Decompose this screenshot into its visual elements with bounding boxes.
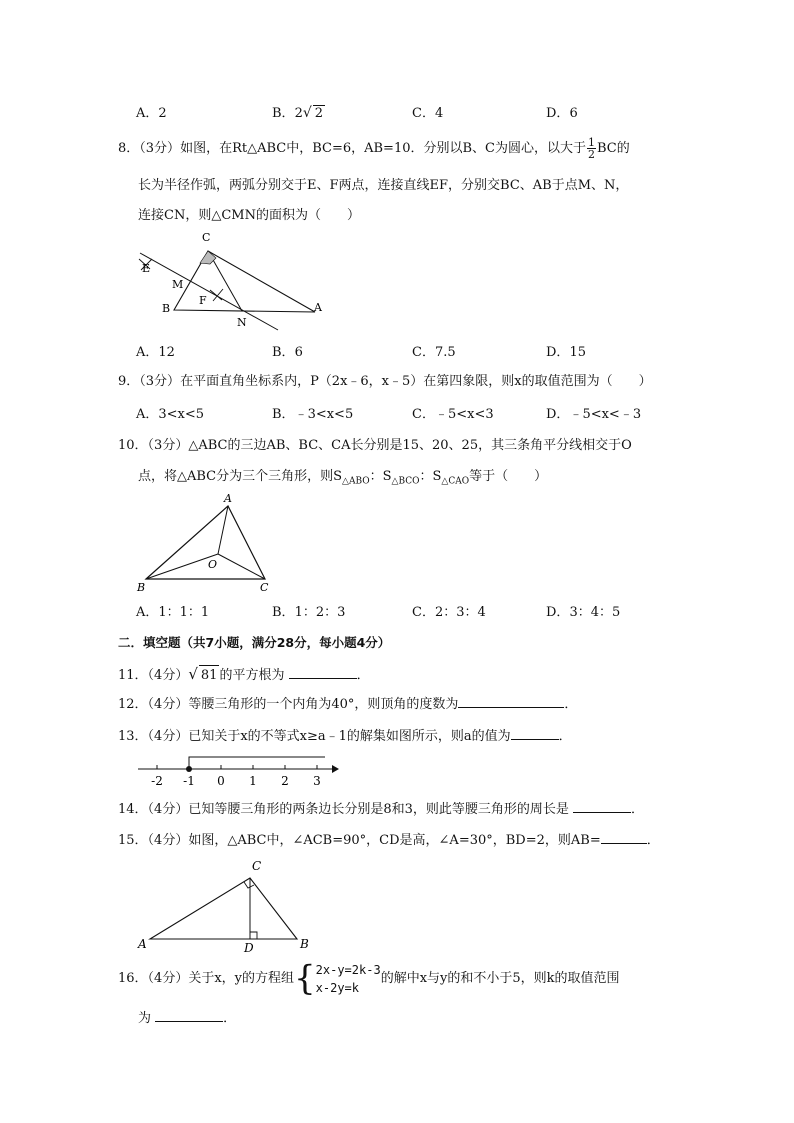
q11-stem: 11．（4分）√ 81 的平方根为 ． bbox=[118, 664, 370, 686]
q7-option-b[interactable]: B．2√ 2 bbox=[272, 105, 324, 121]
q8-options bbox=[136, 341, 696, 361]
q8-label-b: B bbox=[162, 302, 171, 315]
q13-tick-label: 0 bbox=[217, 774, 225, 788]
q10-option-b[interactable]: B．1：2：3 bbox=[272, 605, 346, 620]
q15-answer-blank[interactable] bbox=[601, 831, 647, 844]
q13-tick-label: -2 bbox=[151, 774, 163, 788]
q13-axis-arrow bbox=[332, 765, 339, 773]
q15-right-angle-c bbox=[244, 882, 254, 888]
q14-answer-blank[interactable] bbox=[573, 800, 631, 813]
q15-stem: 15．（4分）如图，△ABC中，∠ACB=90°，CD是高，∠A=30°，BD=2，则AB= ． bbox=[118, 833, 660, 848]
q8-option-a[interactable]: A．12 bbox=[136, 345, 175, 360]
q9-options bbox=[136, 403, 696, 423]
q7-option-c[interactable]: C．4 bbox=[412, 106, 444, 121]
q15-label-c: C bbox=[252, 859, 262, 873]
q10-segment-co bbox=[218, 554, 265, 579]
q13-tick-label: 3 bbox=[313, 774, 321, 788]
q10-option-c[interactable]: C．2：3：4 bbox=[412, 605, 486, 620]
q10-label-o: O bbox=[208, 558, 218, 571]
q15-label-b: B bbox=[300, 937, 309, 951]
q15-label-a: A bbox=[138, 937, 147, 951]
q8-label-n: N bbox=[237, 316, 247, 329]
q8-triangle bbox=[174, 251, 315, 312]
q15-figure bbox=[134, 856, 314, 952]
q10-stem-line1: 10．（3分）△ABC的三边AB、BC、CA长分别是15、20、25，其三条角平分线相交于O bbox=[118, 438, 632, 453]
q8-stem-line2: 长为半径作弧，两弧分别交于E、F两点，连接直线EF，分别交BC、AB于点M、N， bbox=[138, 178, 629, 193]
q8-shaded-angle bbox=[200, 251, 216, 264]
q15-label-d: D bbox=[244, 941, 254, 952]
q8-arc-mark-f bbox=[210, 289, 223, 301]
q16-equation-system: 2x-y=2k-3 x-2y=k bbox=[315, 962, 381, 995]
q10-label-c: C bbox=[260, 581, 269, 594]
q11-sqrt-symbol: √ bbox=[188, 665, 198, 683]
q10-stem-line2: 点，将△ABC分为三个三角形，则$S_{\triangle ABO}$：$S_{\triangle BCO}$：$S_{\triangle CAO}$等于（ ） bbox=[138, 469, 548, 487]
q7-option-d[interactable]: D．6 bbox=[546, 106, 578, 121]
q8-stem-line3: 连接CN，则△CMN的面积为（ ） bbox=[138, 208, 360, 223]
q10-option-a[interactable]: A．1：1：1 bbox=[136, 605, 210, 620]
q11-answer-blank[interactable] bbox=[289, 666, 357, 679]
q8-label-m: M bbox=[172, 278, 184, 291]
q13-tick-label: 1 bbox=[249, 774, 257, 788]
q8-label-a: A bbox=[314, 301, 322, 314]
q9-stem: 9．（3分）在平面直角坐标系内，P（2x﹣6，x﹣5）在第四象限，则x的取值范围为（ ） bbox=[118, 374, 652, 389]
q13-tick-label: 2 bbox=[281, 774, 289, 788]
q7-option-a[interactable]: A．2 bbox=[136, 106, 167, 121]
q8-label-f: F bbox=[199, 294, 207, 307]
q8-line-ef bbox=[140, 253, 278, 330]
q16-stem-line2: 为 ． bbox=[138, 1011, 237, 1026]
q10-label-a: A bbox=[224, 492, 232, 505]
q16-stem: 16．（4分）关于x，y的方程组{ 2x-y=2k-3 x-2y=k 的解中x与y的和不小于5，则k的取值范围 bbox=[118, 958, 620, 999]
q12-answer-blank[interactable] bbox=[458, 695, 564, 708]
q14-stem: 14．（4分）已知等腰三角形的两条边长分别是8和3，则此等腰三角形的周长是 ． bbox=[118, 802, 645, 817]
q8-option-b[interactable]: B．6 bbox=[272, 345, 303, 360]
section-fill-in-title: 二．填空题（共7小题，满分28分，每小题4分） bbox=[118, 635, 391, 650]
q10-option-d[interactable]: D．3：4：5 bbox=[546, 605, 621, 620]
q9-option-c[interactable]: C．﹣5<x<3 bbox=[412, 407, 494, 422]
q13-solution-ray bbox=[189, 757, 325, 769]
q7-options bbox=[136, 102, 696, 122]
q13-answer-blank[interactable] bbox=[511, 727, 559, 740]
q13-stem: 13．（4分）已知关于x的不等式x≥a﹣1的解集如图所示，则a的值为 ． bbox=[118, 729, 572, 744]
q8-fraction: $\frac{1}{2}$ bbox=[587, 136, 595, 161]
q9-option-a[interactable]: A．3<x<5 bbox=[136, 407, 205, 422]
q13-solution-endpoint bbox=[186, 766, 192, 772]
q8-label-e: E bbox=[142, 262, 151, 275]
q15-triangle bbox=[150, 878, 297, 939]
q13-tick-label: -1 bbox=[183, 774, 195, 788]
q8-stem-line1: 8．（3分）如图，在Rt△ABC中，BC=6，AB=10．分别以B、C为圆心，以大于 $\frac{1}{2}$ BC的 bbox=[118, 136, 630, 161]
q8-option-d[interactable]: D．15 bbox=[546, 345, 586, 360]
q10-options bbox=[136, 601, 696, 621]
q12-stem: 12．（4分）等腰三角形的一个内角为40°，则顶角的度数为 ． bbox=[118, 697, 578, 712]
q9-option-b[interactable]: B．﹣3<x<5 bbox=[272, 407, 354, 422]
q9-option-d[interactable]: D．﹣5<x<﹣3 bbox=[546, 407, 642, 422]
q16-brace: { bbox=[294, 958, 316, 999]
q8-label-c: C bbox=[202, 231, 211, 244]
q10-label-b: B bbox=[137, 581, 146, 594]
q13-number-line bbox=[136, 752, 340, 790]
q8-figure bbox=[130, 225, 330, 335]
q10-triangle bbox=[146, 506, 265, 579]
q10-figure bbox=[132, 490, 282, 598]
q16-answer-blank[interactable] bbox=[155, 1009, 223, 1022]
q15-right-angle-d bbox=[250, 932, 257, 939]
q8-option-c[interactable]: C．7.5 bbox=[412, 345, 456, 360]
